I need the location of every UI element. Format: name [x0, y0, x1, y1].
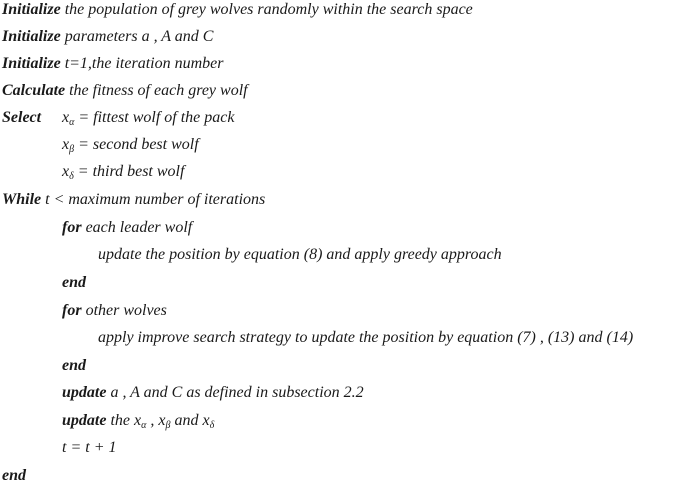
- keyword: update: [62, 412, 107, 429]
- keyword: Select: [2, 109, 42, 126]
- line-text: a , A and C as defined in subsection 2.2: [106, 384, 364, 401]
- line-increment-t: [62, 435, 116, 461]
- line-update-leaders: [62, 408, 214, 434]
- line-select-alpha-expr: [62, 105, 234, 131]
- line-text: other wolves: [81, 302, 167, 319]
- keyword: end: [62, 357, 86, 374]
- keyword: Calculate: [2, 82, 66, 99]
- line-text: , x: [146, 412, 166, 429]
- line-text: t=1,the iteration number: [60, 55, 224, 72]
- subscript-alpha: α: [69, 117, 75, 128]
- keyword: Initialize: [2, 28, 61, 45]
- line-select-delta: [62, 159, 184, 185]
- line-initialize-iteration: [2, 51, 223, 77]
- subscript-delta: δ: [209, 420, 215, 431]
- line-apply-strategy: [98, 325, 633, 351]
- subscript-delta: δ: [69, 171, 74, 182]
- variable-x: x: [62, 136, 70, 153]
- line-text: and x: [170, 412, 210, 429]
- line-for-leader: [62, 215, 192, 241]
- subscript-beta: β: [69, 144, 75, 155]
- keyword: While: [2, 191, 42, 208]
- keyword: Initialize: [2, 55, 61, 72]
- keyword: for: [62, 302, 82, 319]
- line-text: each leader wolf: [81, 219, 193, 236]
- subscript-beta: β: [165, 420, 171, 431]
- line-calculate-fitness: [2, 78, 248, 104]
- keyword: end: [62, 274, 86, 291]
- keyword: Initialize: [2, 1, 61, 18]
- line-update-leader: [98, 242, 502, 268]
- line-update-parameters: [62, 380, 364, 406]
- line-text: = second best wolf: [74, 136, 199, 153]
- line-text: the x: [106, 412, 142, 429]
- variable-x: x: [62, 163, 70, 180]
- variable-x: x: [62, 109, 70, 126]
- line-select-beta: [62, 132, 199, 158]
- line-select-alpha: [2, 105, 41, 131]
- line-initialize-parameters: [2, 24, 213, 50]
- line-initialize-population: [2, 0, 473, 23]
- line-text: the population of grey wolves randomly within the search space: [60, 1, 473, 18]
- line-end-for-leader: [62, 270, 86, 296]
- line-text: t = t + 1: [62, 439, 117, 456]
- line-end-while: [2, 463, 26, 489]
- line-text: = fittest wolf of the pack: [74, 109, 235, 126]
- line-text: update the position by equation (8) and apply greedy approach: [98, 246, 502, 263]
- line-text: = third best wolf: [73, 163, 185, 180]
- line-text: parameters a , A and C: [60, 28, 214, 45]
- line-text: t < maximum number of iterations: [41, 191, 266, 208]
- keyword: update: [62, 384, 107, 401]
- keyword: end: [2, 467, 26, 484]
- line-while: [2, 187, 265, 213]
- line-text: apply improve search strategy to update the position by equation (7) , (13) and (14): [98, 329, 634, 346]
- keyword: for: [62, 219, 82, 236]
- line-end-for-other: [62, 353, 86, 379]
- line-text: the fitness of each grey wolf: [65, 82, 248, 99]
- subscript-alpha: α: [141, 420, 147, 431]
- line-for-other: [62, 298, 167, 324]
